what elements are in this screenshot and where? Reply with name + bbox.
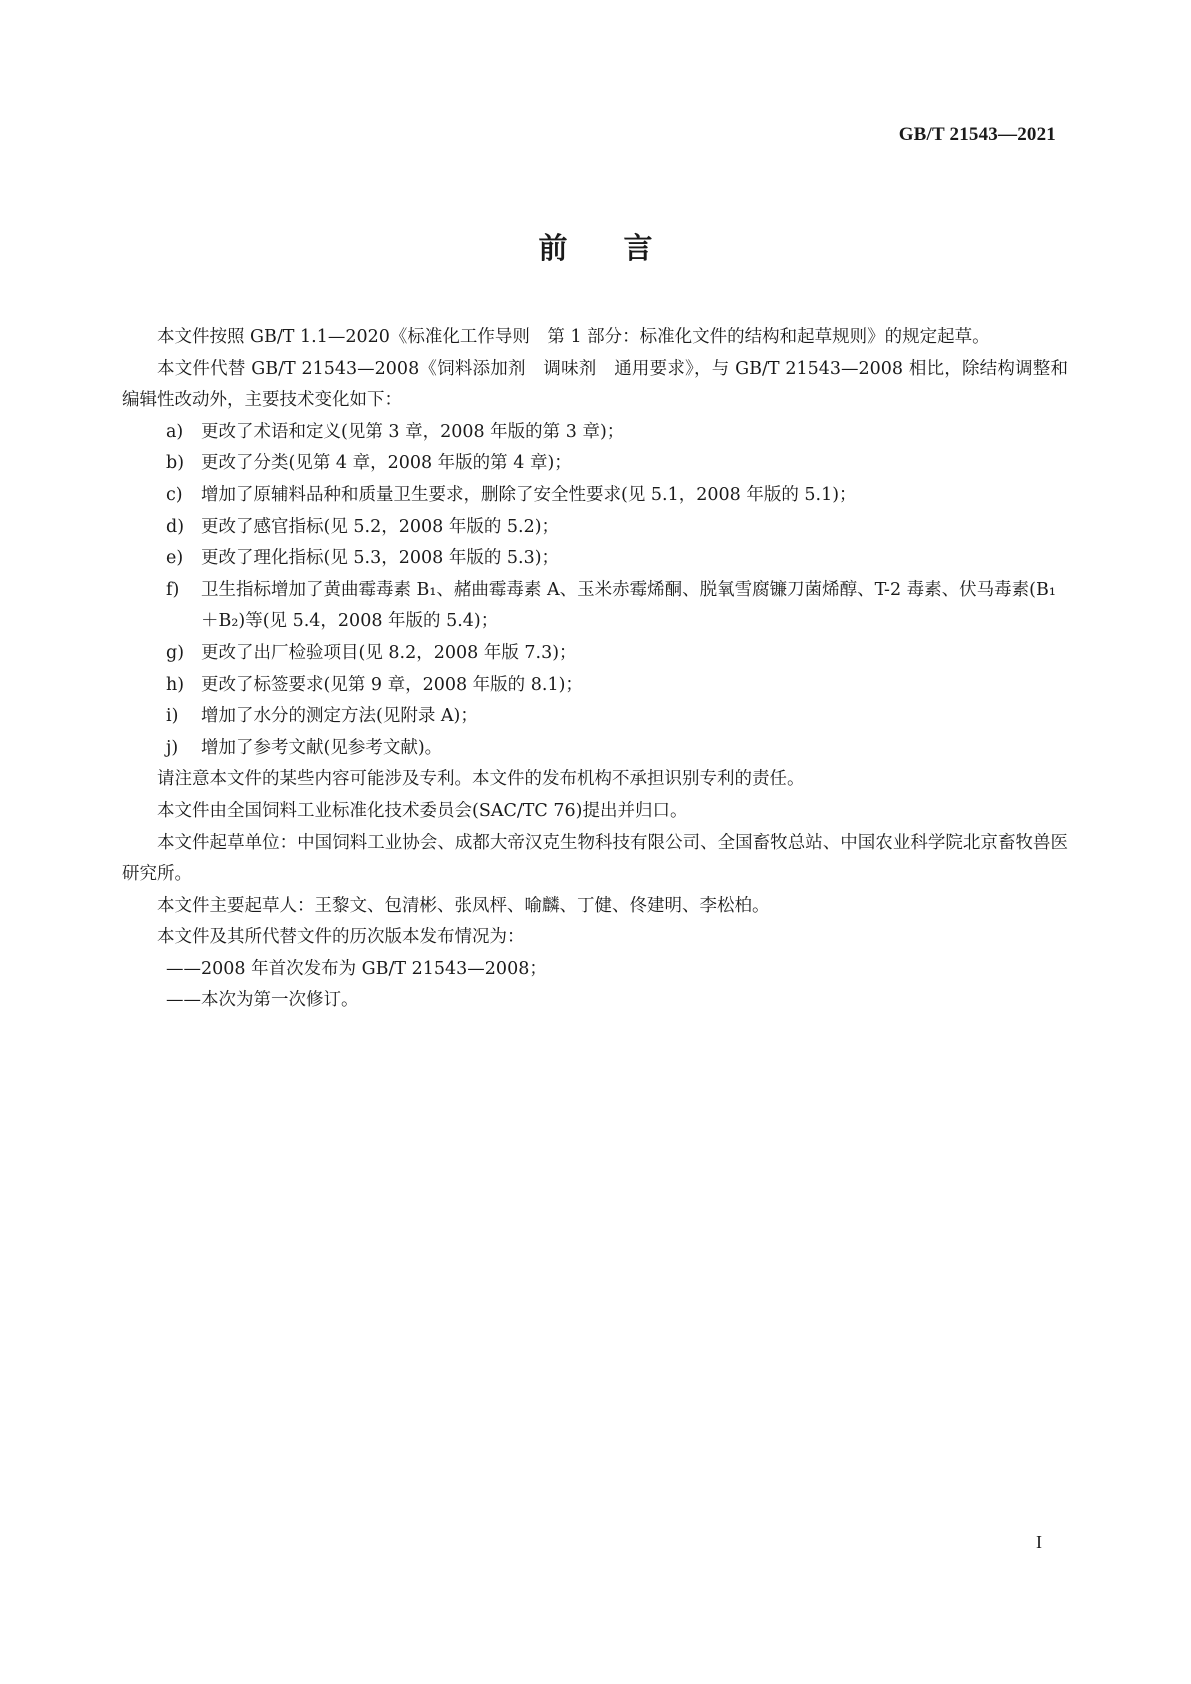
paragraph-proposer: 本文件由全国饲料工业标准化技术委员会(SAC/TC 76)提出并归口。 bbox=[157, 800, 688, 821]
list-item bbox=[122, 448, 1068, 480]
list-item-text: 卫生指标增加了黄曲霉毒素 B₁、赭曲霉毒素 A、玉米赤霉烯酮、脱氧雪腐镰刀菌烯醇、T-2 毒素、伏马毒素(B₁＋B₂)等(见 5.4，2008 年版的 5.4)； bbox=[201, 579, 1056, 632]
list-item bbox=[122, 575, 1068, 638]
page-title: 前言 bbox=[538, 231, 709, 265]
list-item-text: 更改了术语和定义(见第 3 章，2008 年版的第 3 章)； bbox=[201, 421, 625, 442]
list-item-text: 增加了水分的测定方法(见附录 A)； bbox=[201, 706, 478, 727]
list-item-label: a) bbox=[166, 421, 184, 442]
list-item-text: 更改了感官指标(见 5.2，2008 年版的 5.2)； bbox=[201, 516, 560, 537]
paragraph-replacement: 本文件代替 GB/T 21543—2008《饲料添加剂 调味剂 通用要求》，与 GB/T 21543—2008 相比，除结构调整和编辑性改动外，主要技术变化如下： bbox=[122, 358, 1068, 411]
list-item-label: e) bbox=[166, 548, 184, 569]
list-item bbox=[122, 701, 1068, 733]
list-item bbox=[122, 417, 1068, 449]
history-item: ——2008 年首次发布为 GB/T 21543—2008； bbox=[166, 958, 547, 979]
list-item bbox=[122, 670, 1068, 702]
paragraph-drafting-rules: 本文件按照 GB/T 1.1—2020《标准化工作导则 第 1 部分：标准化文件的结构和起草规则》的规定起草。 bbox=[157, 327, 990, 347]
list-item bbox=[122, 480, 1068, 512]
paragraph-patent-notice: 请注意本文件的某些内容可能涉及专利。本文件的发布机构不承担识别专利的责任。 bbox=[157, 769, 805, 790]
list-item-text: 更改了分类(见第 4 章，2008 年版的第 4 章)； bbox=[201, 453, 572, 474]
list-item bbox=[122, 543, 1068, 575]
list-item-label: b) bbox=[166, 453, 185, 474]
page-number: I bbox=[1036, 1532, 1042, 1552]
paragraph-drafting-units: 本文件起草单位：中国饲料工业协会、成都大帝汉克生物科技有限公司、全国畜牧总站、中国农业科学院北京畜牧兽医研究所。 bbox=[122, 832, 1068, 885]
foreword-body bbox=[122, 322, 1068, 1017]
list-item-text: 增加了参考文献(见参考文献)。 bbox=[201, 737, 443, 758]
list-item bbox=[122, 733, 1068, 765]
list-item-text: 更改了理化指标(见 5.3，2008 年版的 5.3)； bbox=[201, 548, 560, 569]
history-item: ——本次为第一次修订。 bbox=[166, 990, 359, 1011]
list-item-label: c) bbox=[166, 484, 183, 505]
standard-code: GB/T 21543—2021 bbox=[898, 124, 1056, 145]
list-item bbox=[122, 638, 1068, 670]
paragraph-drafters: 本文件主要起草人：王黎文、包清彬、张凤枰、喻麟、丁健、佟建明、李松柏。 bbox=[157, 895, 770, 916]
paragraph-history-intro: 本文件及其所代替文件的历次版本发布情况为： bbox=[157, 927, 525, 948]
list-item bbox=[122, 512, 1068, 544]
list-item-text: 更改了出厂检验项目(见 8.2，2008 年版 7.3)； bbox=[201, 642, 577, 663]
list-item-text: 更改了标签要求(见第 9 章，2008 年版的 8.1)； bbox=[201, 674, 583, 695]
list-item-label: j) bbox=[166, 737, 179, 758]
list-item-label: f) bbox=[166, 579, 180, 600]
list-item-label: d) bbox=[166, 516, 185, 537]
list-item-text: 增加了原辅料品种和质量卫生要求，删除了安全性要求(见 5.1，2008 年版的 5.1)； bbox=[201, 484, 857, 505]
list-item-label: g) bbox=[166, 642, 185, 663]
list-item-label: i) bbox=[166, 706, 179, 727]
list-item-label: h) bbox=[166, 674, 185, 695]
